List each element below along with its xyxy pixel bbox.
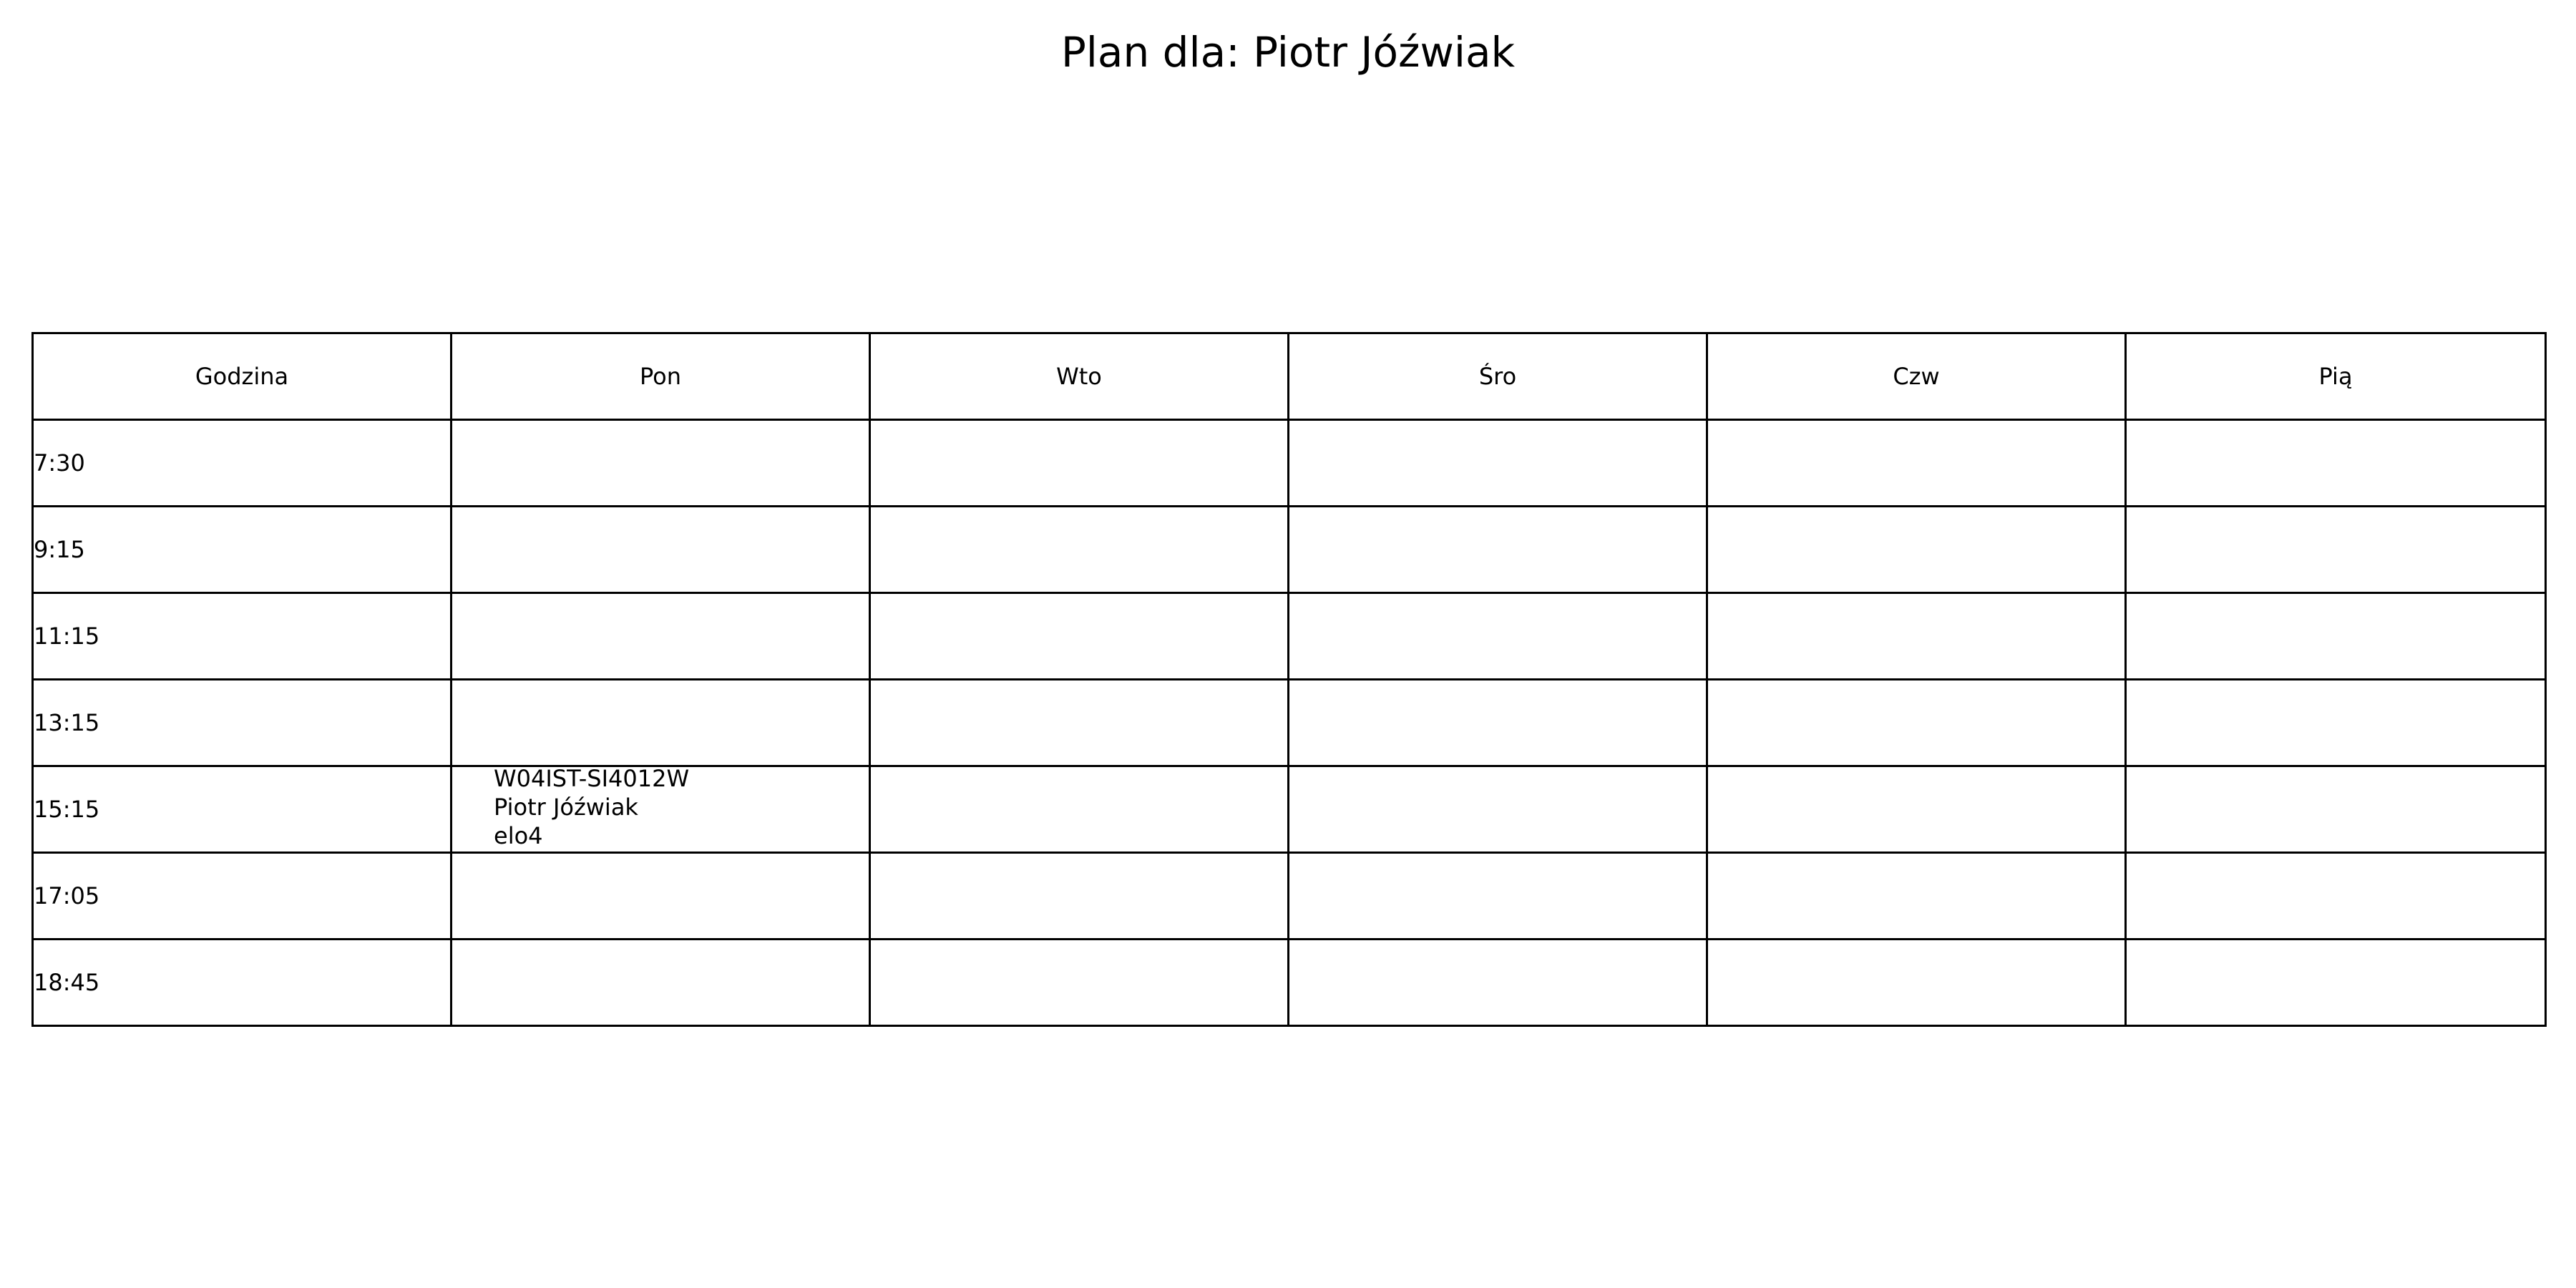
slot-cell	[1289, 766, 1707, 853]
slot-cell	[1289, 680, 1707, 766]
slot-cell	[452, 853, 870, 940]
slot-cell	[1707, 507, 2126, 593]
slot-cell	[870, 940, 1289, 1026]
slot-cell	[2126, 593, 2546, 680]
slot-cell	[452, 680, 870, 766]
column-header-time: Godzina	[33, 333, 452, 420]
slot-cell	[870, 680, 1289, 766]
slot-cell	[1289, 940, 1707, 1026]
slot-cell	[870, 507, 1289, 593]
slot-cell	[2126, 507, 2546, 593]
slot-cell	[2126, 680, 2546, 766]
slot-cell	[870, 766, 1289, 853]
column-header-mon: Pon	[452, 333, 870, 420]
page-title: Plan dla: Piotr Jóźwiak	[1060, 28, 1516, 77]
time-cell: 9:15	[33, 507, 452, 593]
slot-cell	[1707, 940, 2126, 1026]
slot-cell	[1707, 420, 2126, 507]
class-room: elo4	[494, 822, 543, 849]
time-cell: 15:15	[33, 766, 452, 853]
slot-cell	[870, 853, 1289, 940]
slot-cell	[2126, 420, 2546, 507]
time-cell: 17:05	[33, 853, 452, 940]
table-row	[33, 507, 2546, 593]
time-cell: 13:15	[33, 680, 452, 766]
slot-cell	[1289, 420, 1707, 507]
column-header-wed: Śro	[1289, 333, 1707, 420]
slot-cell	[452, 507, 870, 593]
slot-cell	[452, 940, 870, 1026]
slot-cell	[452, 593, 870, 680]
table-row	[33, 680, 2546, 766]
slot-cell	[2126, 766, 2546, 853]
slot-cell	[1289, 507, 1707, 593]
table-row	[33, 593, 2546, 680]
slot-cell	[2126, 940, 2546, 1026]
table-row	[33, 853, 2546, 940]
schedule-table	[31, 332, 2547, 1027]
table-row	[33, 420, 2546, 507]
time-cell: 7:30	[33, 420, 452, 507]
class-teacher: Piotr Jóźwiak	[494, 794, 638, 821]
header-row	[33, 333, 2546, 420]
class-code: W04IST-SI4012W	[494, 765, 690, 792]
table-row	[33, 940, 2546, 1026]
slot-cell	[1707, 680, 2126, 766]
slot-cell-mon-1515	[452, 766, 870, 853]
slot-cell	[1707, 853, 2126, 940]
slot-cell	[1707, 593, 2126, 680]
table-row	[33, 766, 2546, 853]
slot-cell	[870, 420, 1289, 507]
column-header-tue: Wto	[870, 333, 1289, 420]
slot-cell	[1289, 853, 1707, 940]
time-cell: 18:45	[33, 940, 452, 1026]
slot-cell	[452, 420, 870, 507]
time-cell: 11:15	[33, 593, 452, 680]
column-header-thu: Czw	[1707, 333, 2126, 420]
class-entry	[494, 764, 689, 850]
slot-cell	[870, 593, 1289, 680]
slot-cell	[1289, 593, 1707, 680]
slot-cell	[1707, 766, 2126, 853]
slot-cell	[2126, 853, 2546, 940]
column-header-fri: Pią	[2126, 333, 2546, 420]
